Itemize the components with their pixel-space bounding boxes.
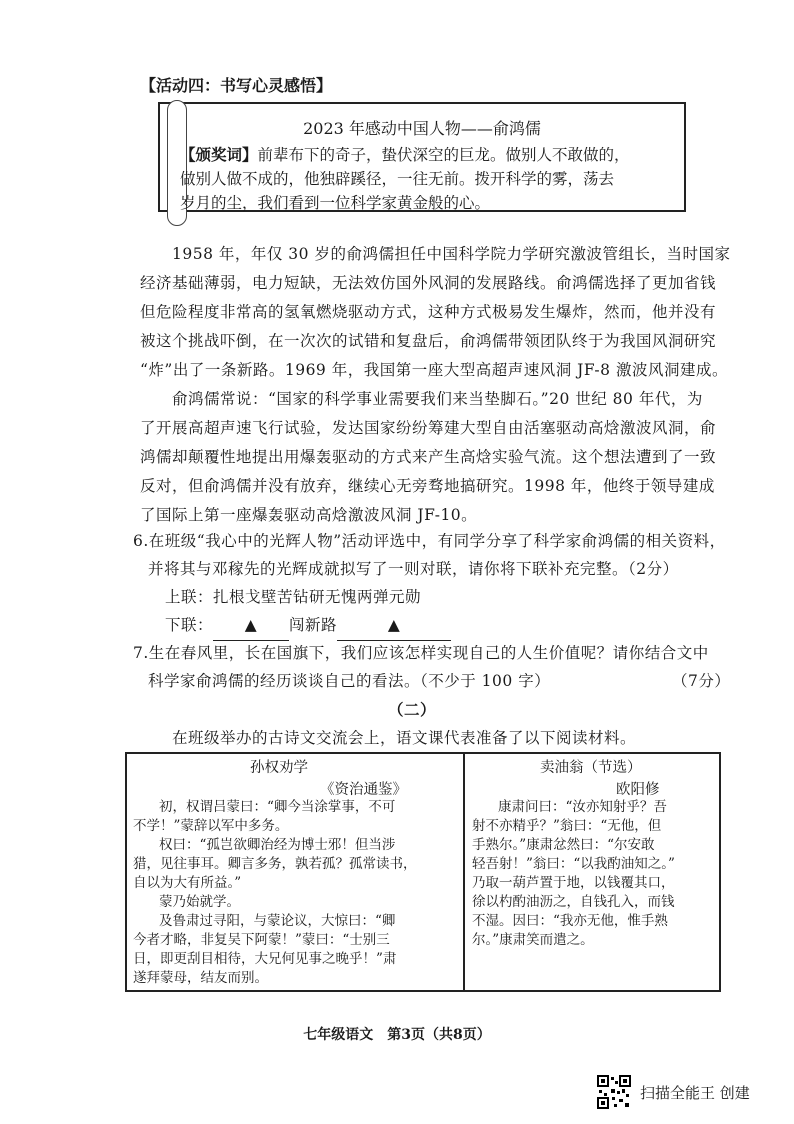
text-line: 初，权谓吕蒙曰：“卿今当涂掌事，不可 xyxy=(159,799,396,815)
question-7-line-1: 7.生在春风里，长在国旗下，我们应该怎样实现自己的人生价值呢？请你结合文中 xyxy=(133,644,709,662)
right-body xyxy=(472,798,675,950)
text-line: 猎，见往事耳。卿言多务，孰若孤？孤常读书， xyxy=(133,856,417,872)
award-title: 2023 年感动中国人物——俞鸿儒 xyxy=(303,119,541,138)
text-line: 手熟尔。”康肃忿然曰：“尔安敢 xyxy=(472,837,655,853)
text-line: 今者才略，非复吴下阿蒙！”蒙曰：“士别三 xyxy=(133,932,390,948)
activity-heading: 【活动四：书写心灵感悟】 xyxy=(140,76,333,95)
passage-line: 俞鸿儒常说：“国家的科学事业需要我们来当垫脚石。”20 世纪 80 年代，为 xyxy=(172,390,703,408)
text-line: 康肃问曰：“汝亦知射乎？吾 xyxy=(498,799,667,815)
question-6-line-1: 6.在班级“我心中的光辉人物”活动评选中，有同学分享了科学家俞鸿儒的相关资料， xyxy=(133,532,726,550)
right-title: 卖油翁（节选） xyxy=(540,760,642,776)
left-body xyxy=(133,798,417,988)
table-divider xyxy=(463,752,465,992)
text-line: 日，即更刮目相待，大兄何见事之晚乎！”肃 xyxy=(133,951,397,967)
text-line: 徐以杓酌油沥之，自钱孔入，而钱 xyxy=(472,894,675,910)
passage-line: 鸿儒却颠覆性地提出用爆轰驱动的方式来产生高焓实验气流。这个想法遭到了一致 xyxy=(140,448,717,466)
passage-line: 了开展高超声速飞行试验，发达国家纷纷筹建大型自由活塞驱动高焓激波风洞，俞 xyxy=(140,419,717,437)
award-line-3: 岁月的尘，我们看到一位科学家黄金般的心。 xyxy=(180,194,491,212)
section-2-intro: 在班级举办的古诗文交流会上，语文课代表准备了以下阅读材料。 xyxy=(172,729,637,747)
award-text-1: 前辈布下的奇子，蛰伏深空的巨龙。做别人不敢做的， xyxy=(257,146,630,164)
couplet-upper: 上联：扎根戈壁苦钻研无愧两弹元勋 xyxy=(165,588,422,606)
text-line: 射不亦精乎？”翁曰：“无他，但 xyxy=(472,818,662,834)
couplet-lower-mid: 闯新路 xyxy=(289,616,338,634)
question-7-line-2: 科学家俞鸿儒的经历谈谈自己的看法。（不少于 100 字） xyxy=(148,672,551,690)
text-line: 遂拜蒙母，结友而别。 xyxy=(133,970,268,986)
text-line: 不学！”蒙辞以军中多务。 xyxy=(133,818,289,834)
answer-blank-2[interactable] xyxy=(337,611,451,641)
left-source: 《资治通鉴》 xyxy=(320,782,407,798)
question-6-line-2: 并将其与邓稼先的光辉成就拟写了一则对联，请你将下联补充完整。（2分） xyxy=(148,560,679,578)
award-line-2: 做别人做不成的，他独辟蹊径，一往无前。拨开科学的雾，荡去 xyxy=(180,170,615,188)
passage-line: 但危险程度非常高的氢氧燃烧驱动方式，这种方式极易发生爆炸，然而，他并没有 xyxy=(140,303,717,321)
passage-line: 被这个挑战吓倒，在一次次的试错和复盘后，俞鸿儒带领团队终于为我国风洞研究 xyxy=(140,332,717,350)
text-line: 蒙乃始就学。 xyxy=(159,894,240,910)
text-line: 轻吾射！”翁曰：“以我酌油知之。” xyxy=(472,856,675,872)
passage-line: 1958 年，年仅 30 岁的俞鸿儒担任中国科学院力学研究激波管组长，当时国家 xyxy=(172,245,731,263)
text-line: 及鲁肃过寻阳，与蒙论议，大惊曰：“卿 xyxy=(159,913,396,929)
couplet-lower xyxy=(165,611,451,641)
text-line: 乃取一葫芦置于地，以钱覆其口， xyxy=(472,875,675,891)
text-line: 不湿。因曰：“我亦无他，惟手熟 xyxy=(472,913,668,929)
passage-line: 经济基础薄弱，电力短缺，无法效仿国外风洞的发展路线。俞鸿儒选择了更加省钱 xyxy=(140,274,717,292)
award-line-1 xyxy=(180,142,630,168)
blank-marker-1: ▲ xyxy=(244,616,258,634)
passage-line: 反对，但俞鸿儒并没有放弃，继续心无旁骛地搞研究。1998 年，他终于领导建成 xyxy=(140,477,715,495)
page-footer: 七年级语文 第3页（共8页） xyxy=(303,1027,491,1043)
left-title: 孙权劝学 xyxy=(250,760,308,776)
blank-marker-2: ▲ xyxy=(387,616,401,634)
question-7-score: （7分） xyxy=(672,672,731,690)
right-author: 欧阳修 xyxy=(616,782,660,798)
passage-line: “炸”出了一条新路。1969 年，我国第一座大型高超声速风洞 JF-8 激波风洞建成。 xyxy=(140,361,728,379)
scanner-watermark-text: 扫描全能王 创建 xyxy=(640,1084,750,1102)
award-label: 【颁奖词】 xyxy=(180,145,258,164)
couplet-lower-prefix: 下联： xyxy=(165,616,214,634)
section-2-heading: （二） xyxy=(388,700,437,719)
passage-line: 了国际上第一座爆轰驱动高焓激波风洞 JF-10。 xyxy=(140,506,478,524)
text-line: 尔。”康肃笑而遣之。 xyxy=(472,932,594,948)
text-line: 自以为大有所益。” xyxy=(133,875,242,891)
text-line: 权曰：“孤岂欲卿治经为博士邪！但当涉 xyxy=(159,837,396,853)
answer-blank-1[interactable] xyxy=(213,611,289,641)
scanner-qr-icon xyxy=(597,1075,631,1113)
